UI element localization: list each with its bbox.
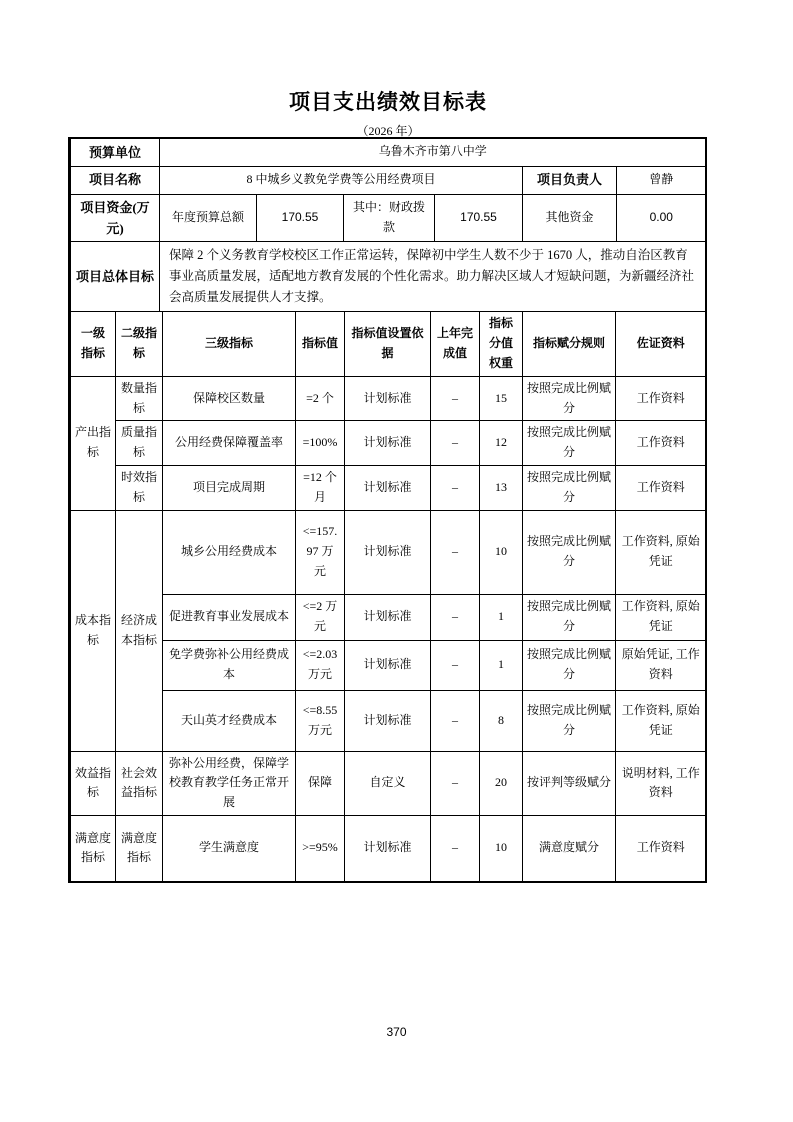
evidence-material: 工作资料, 原始凭证 xyxy=(616,690,706,751)
scoring-rule: 按照完成比例赋分 xyxy=(523,510,616,594)
scoring-rule: 按照完成比例赋分 xyxy=(523,466,616,511)
weight-value: 15 xyxy=(480,376,523,421)
prev-year-value: – xyxy=(431,421,480,466)
project-info-table xyxy=(70,139,706,312)
project-name-row xyxy=(71,166,706,194)
scoring-rule: 按照完成比例赋分 xyxy=(523,594,616,640)
value-basis: 计划标准 xyxy=(345,690,431,751)
project-name-label: 项目名称 xyxy=(71,166,160,194)
evidence-material: 工作资料 xyxy=(616,816,706,881)
value-basis: 计划标准 xyxy=(345,421,431,466)
level1-cost-indicator: 成本指标 xyxy=(71,510,116,751)
indicator-row-quantity xyxy=(71,376,706,421)
indicator-value: <=2.03 万元 xyxy=(296,640,345,690)
weight-value: 8 xyxy=(480,690,523,751)
annual-budget-value: 170.55 xyxy=(257,194,344,242)
level2-quality-indicator: 质量指标 xyxy=(116,421,163,466)
indicator-name: 城乡公用经费成本 xyxy=(163,510,296,594)
indicator-row-tianshan-talent-cost xyxy=(71,690,706,751)
scoring-rule: 按照完成比例赋分 xyxy=(523,421,616,466)
page-title: 项目支出绩效目标表 xyxy=(289,90,487,114)
overall-goal-row xyxy=(71,242,706,312)
indicator-row-tuition-free-cost xyxy=(71,640,706,690)
indicator-value: 保障 xyxy=(296,751,345,815)
prev-year-value: – xyxy=(431,816,480,881)
header-level3-indicator: 三级指标 xyxy=(163,312,296,376)
level2-quantity-indicator: 数量指标 xyxy=(116,376,163,421)
header-evidence: 佐证资料 xyxy=(616,312,706,376)
value-basis: 自定义 xyxy=(345,751,431,815)
indicator-header-row xyxy=(71,312,706,376)
level1-output-indicator: 产出指标 xyxy=(71,376,116,510)
evidence-material: 工作资料 xyxy=(616,421,706,466)
header-indicator-value: 指标值 xyxy=(296,312,345,376)
scoring-rule: 按照完成比例赋分 xyxy=(523,640,616,690)
indicator-row-timeliness xyxy=(71,466,706,511)
prev-year-value: – xyxy=(431,690,480,751)
value-basis: 计划标准 xyxy=(345,594,431,640)
indicator-row-social-benefit xyxy=(71,751,706,815)
weight-value: 20 xyxy=(480,751,523,815)
indicator-value: =100% xyxy=(296,421,345,466)
indicator-name: 弥补公用经费，保障学校教育教学任务正常开展 xyxy=(163,751,296,815)
budget-unit-value: 乌鲁木齐市第八中学 xyxy=(160,139,706,166)
indicator-name: 学生满意度 xyxy=(163,816,296,881)
indicator-value: <=8.55 万元 xyxy=(296,690,345,751)
project-leader-label: 项目负责人 xyxy=(523,166,617,194)
budget-unit-label: 预算单位 xyxy=(71,139,160,166)
value-basis: 计划标准 xyxy=(345,640,431,690)
prev-year-value: – xyxy=(431,640,480,690)
weight-value: 10 xyxy=(480,510,523,594)
indicator-value: <=2 万元 xyxy=(296,594,345,640)
indicator-value: >=95% xyxy=(296,816,345,881)
weight-value: 12 xyxy=(480,421,523,466)
level2-economic-cost-indicator: 经济成本指标 xyxy=(116,510,163,751)
page-number: 370 xyxy=(386,1025,407,1039)
budget-unit-row xyxy=(71,139,706,166)
scoring-rule: 按照完成比例赋分 xyxy=(523,690,616,751)
value-basis: 计划标准 xyxy=(345,466,431,511)
prev-year-value: – xyxy=(431,751,480,815)
evidence-material: 工作资料 xyxy=(616,466,706,511)
evidence-material: 工作资料 xyxy=(616,376,706,421)
header-prev-year: 上年完成值 xyxy=(431,312,480,376)
overall-goal-label: 项目总体目标 xyxy=(71,242,160,312)
indicator-value: =12 个月 xyxy=(296,466,345,511)
indicator-row-quality xyxy=(71,421,706,466)
project-funds-row xyxy=(71,194,706,242)
evidence-material: 说明材料, 工作资料 xyxy=(616,751,706,815)
prev-year-value: – xyxy=(431,510,480,594)
header-level2-indicator: 二级指标 xyxy=(116,312,163,376)
indicator-value: =2 个 xyxy=(296,376,345,421)
fiscal-allocation-value: 170.55 xyxy=(435,194,523,242)
prev-year-value: – xyxy=(431,376,480,421)
page-subtitle: （2026 年） xyxy=(356,124,420,138)
indicator-name: 项目完成周期 xyxy=(163,466,296,511)
annual-budget-label: 年度预算总额 xyxy=(160,194,257,242)
evidence-material: 工作资料, 原始凭证 xyxy=(616,594,706,640)
performance-target-table xyxy=(68,137,707,883)
weight-value: 10 xyxy=(480,816,523,881)
scoring-rule: 按评判等级赋分 xyxy=(523,751,616,815)
prev-year-value: – xyxy=(431,594,480,640)
value-basis: 计划标准 xyxy=(345,816,431,881)
level2-satisfaction-indicator: 满意度指标 xyxy=(116,816,163,881)
value-basis: 计划标准 xyxy=(345,510,431,594)
level1-satisfaction-indicator: 满意度指标 xyxy=(71,816,116,881)
header-level1-indicator: 一级指标 xyxy=(71,312,116,376)
other-funds-label: 其他资金 xyxy=(523,194,617,242)
fiscal-allocation-label: 其中：财政拨款 xyxy=(344,194,435,242)
header-weight: 指标分值权重 xyxy=(480,312,523,376)
project-funds-label: 项目资金(万元) xyxy=(71,194,160,242)
project-leader-value: 曾静 xyxy=(617,166,706,194)
evidence-material: 原始凭证, 工作资料 xyxy=(616,640,706,690)
indicator-name: 免学费弥补公用经费成本 xyxy=(163,640,296,690)
indicator-row-urban-rural-cost xyxy=(71,510,706,594)
indicator-name: 天山英才经费成本 xyxy=(163,690,296,751)
value-basis: 计划标准 xyxy=(345,376,431,421)
scoring-rule: 满意度赋分 xyxy=(523,816,616,881)
evidence-material: 工作资料, 原始凭证 xyxy=(616,510,706,594)
weight-value: 1 xyxy=(480,640,523,690)
prev-year-value: – xyxy=(431,466,480,511)
other-funds-value: 0.00 xyxy=(617,194,706,242)
indicator-name: 保障校区数量 xyxy=(163,376,296,421)
project-name-value: 8 中城乡义教免学费等公用经费项目 xyxy=(160,166,523,194)
indicator-name: 公用经费保障覆盖率 xyxy=(163,421,296,466)
scoring-rule: 按照完成比例赋分 xyxy=(523,376,616,421)
header-scoring-rule: 指标赋分规则 xyxy=(523,312,616,376)
indicator-table xyxy=(70,312,706,880)
overall-goal-text: 保障 2 个义务教育学校校区工作正常运转，保障初中学生人数不少于 1670 人，推动自治区教育事业高质量发展，适配地方教育发展的个性化需求。助力解决区域人才短缺问题，为新疆经济社会高质量发展提供人才支撑。 xyxy=(160,242,706,312)
level2-timeliness-indicator: 时效指标 xyxy=(116,466,163,511)
weight-value: 13 xyxy=(480,466,523,511)
indicator-value: <=157.97 万元 xyxy=(296,510,345,594)
indicator-name: 促进教育事业发展成本 xyxy=(163,594,296,640)
level1-benefit-indicator: 效益指标 xyxy=(71,751,116,815)
weight-value: 1 xyxy=(480,594,523,640)
indicator-row-education-dev-cost xyxy=(71,594,706,640)
indicator-row-satisfaction xyxy=(71,816,706,881)
header-value-basis: 指标值设置依据 xyxy=(345,312,431,376)
level2-social-benefit-indicator: 社会效益指标 xyxy=(116,751,163,815)
